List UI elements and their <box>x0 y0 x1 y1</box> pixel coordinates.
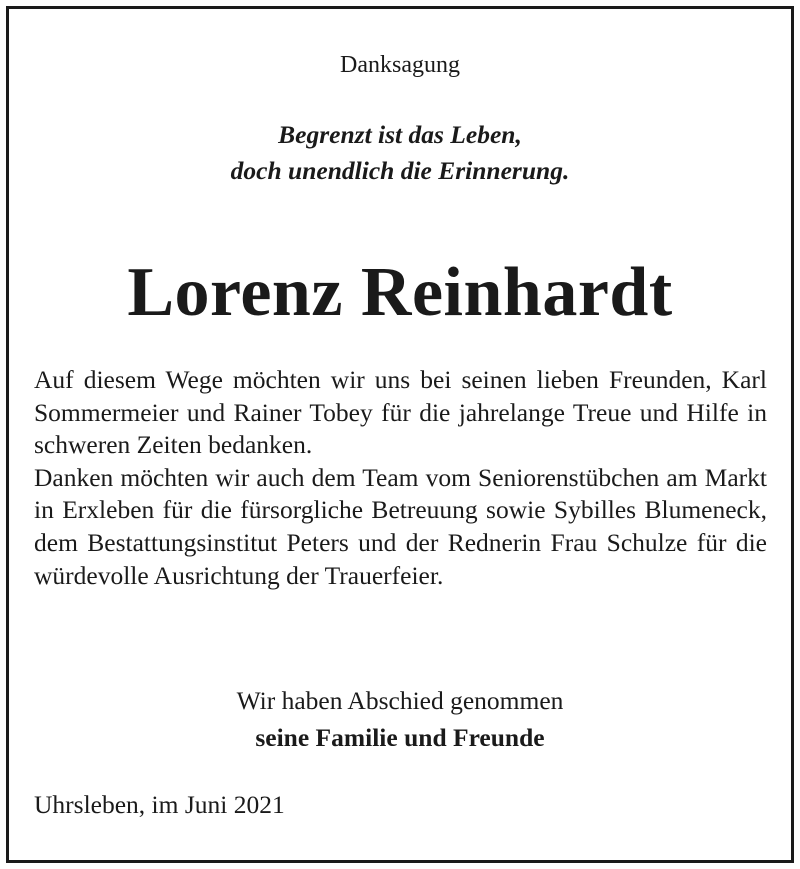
closing-line: Wir haben Abschied genommen <box>236 686 564 715</box>
motto-line-2: doch unendlich die Erinnerung. <box>230 156 570 185</box>
closing-block <box>0 682 800 756</box>
thanks-paragraph-2: Danken möchten wir auch dem Team vom Seniorenstübchen am Markt in Erxleben für die fürsorgliche Betreuung sowie Sybilles Blumeneck, dem Bestattungsinstitut Peters und der Rednerin Frau Schulze für die würdevolle Ausrichtung der Trauerfeier. <box>34 462 767 590</box>
thanks-text <box>34 364 767 592</box>
thanks-paragraph-1: Auf diesem Wege möchten wir uns bei seinen lieben Freunden, Karl Sommermeier und Rainer Tobey für die jahrelange Treue und Hilfe in schweren Zeiten bedanken. <box>34 365 767 460</box>
motto-line-1: Begrenzt ist das Leben, <box>278 120 522 149</box>
notice-heading: Danksagung <box>340 52 460 78</box>
deceased-name: Lorenz Reinhardt <box>127 254 673 331</box>
place-and-date: Uhrsleben, im Juni 2021 <box>34 790 285 819</box>
family-signature: seine Familie und Freunde <box>255 723 545 752</box>
motto-quote <box>0 117 800 189</box>
